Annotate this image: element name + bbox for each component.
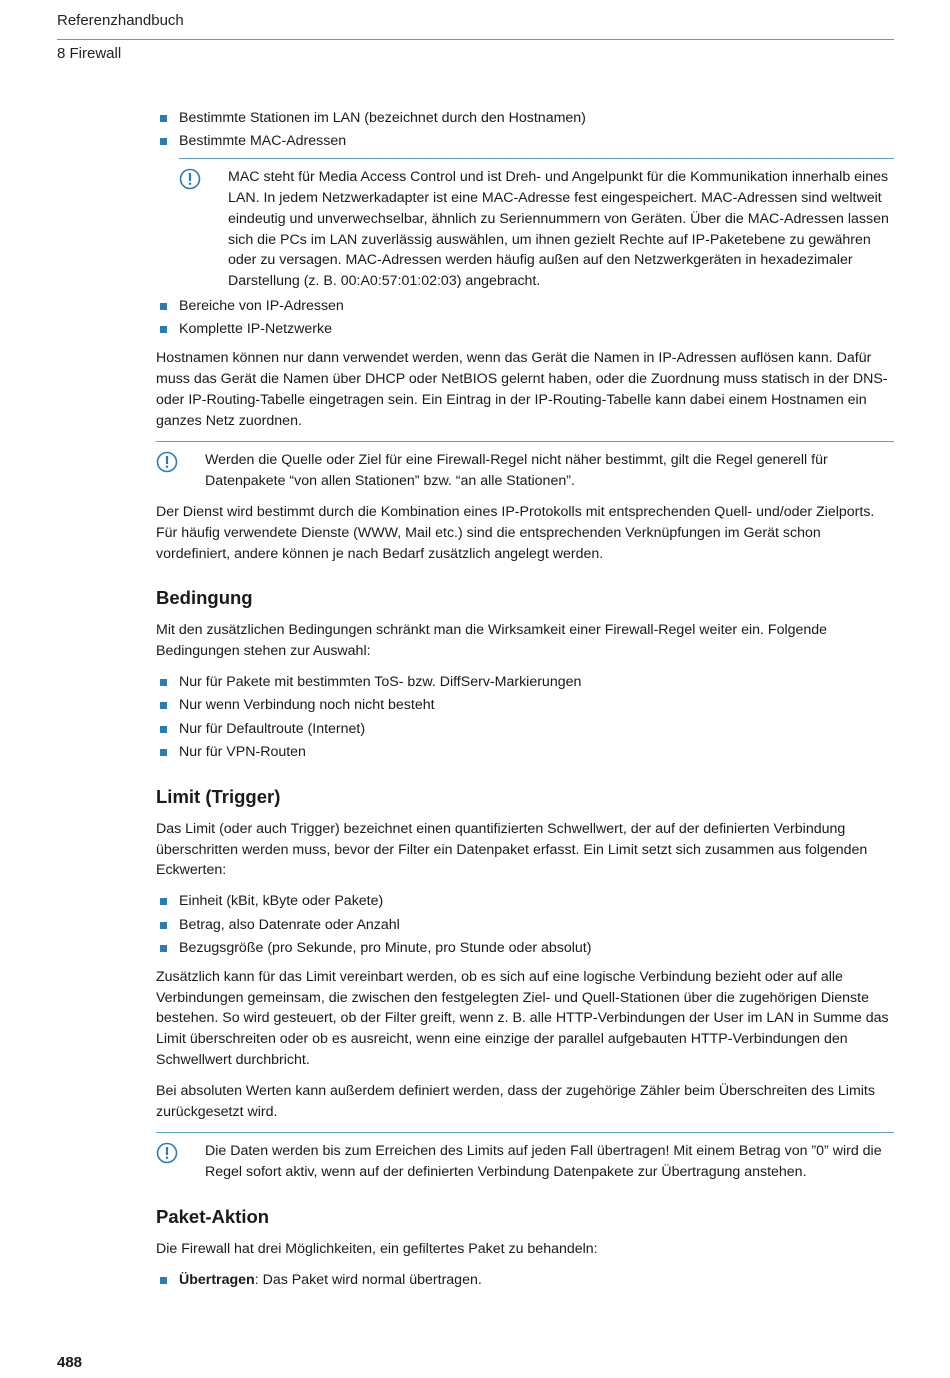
note-text: Die Daten werden bis zum Erreichen des Limits auf jeden Fall übertragen! Mit einem Betrag von ”0” wird die Regel sofort aktiv, wenn auf der definierten Verbindung Datenpakete zur Übertragung anstehen. <box>205 1143 882 1181</box>
paragraph: Mit den zusätzlichen Bedingungen schränkt man die Wirksamkeit einer Firewall-Regel weiter ein. Folgende Bedingungen stehen zur Auswahl: <box>156 622 828 660</box>
list-item: Bezugsgröße (pro Sekunde, pro Minute, pro Stunde oder absolut) <box>156 938 894 959</box>
bullet-square-icon <box>160 945 167 952</box>
list-item: Einheit (kBit, kByte oder Pakete) <box>156 891 894 912</box>
bullet-square-icon <box>160 303 167 310</box>
bullet-list <box>156 108 894 152</box>
bullet-square-icon <box>160 138 167 145</box>
section-heading: Paket-Aktion <box>156 1206 270 1228</box>
bullet-square-icon <box>160 702 167 709</box>
info-note <box>156 441 894 492</box>
warning-circle-icon <box>156 1142 178 1164</box>
list-item: Übertragen: Das Paket wird normal übertragen. <box>156 1270 894 1291</box>
bullet-square-icon <box>160 749 167 756</box>
paragraph: Das Limit (oder auch Trigger) bezeichnet einen quantifizierten Schwellwert, der auf der definierten Verbindung überschritten werden muss, bevor der Filter ein Datenpaket erfasst. Ein Limit setzt sich zusammen aus folgenden Eckwerten: <box>156 820 868 879</box>
bullet-list <box>156 1270 894 1291</box>
paragraph: Zusätzlich kann für das Limit vereinbart werden, ob es sich auf eine logische Verbindung bezieht oder auf alle Verbindungen gemeinsam, die zwischen den festgelegten Ziel- und Quell-Stationen über die zugehörigen Dienste bestehen. So wird gesteuert, ob der Filter greift, wenn z. B. alle HTTP-Verbindungen der User im LAN in Summe das Limit überschreiten oder ob es ausreicht, wenn eine einzige der parallel aufgebauten HTTP-Verbindungen den Schwellwert durchbricht. <box>156 968 889 1069</box>
list-item: Komplette IP-Netzwerke <box>156 319 894 340</box>
list-item: Bestimmte Stationen im LAN (bezeichnet durch den Hostnamen) <box>156 108 894 129</box>
bullet-square-icon <box>160 115 167 122</box>
warning-circle-icon <box>156 451 178 473</box>
bullet-square-icon <box>160 898 167 905</box>
section-heading: Bedingung <box>156 587 253 609</box>
warning-circle-icon <box>179 168 201 190</box>
page-number: 488 <box>57 1354 83 1371</box>
info-note <box>156 1132 894 1183</box>
bullet-list <box>156 672 894 763</box>
list-item: Nur für Pakete mit bestimmten ToS- bzw. DiffServ-Markierungen <box>156 672 894 693</box>
bullet-list <box>156 296 894 340</box>
bullet-list <box>156 891 894 959</box>
bullet-square-icon <box>160 726 167 733</box>
list-item: Betrag, also Datenrate oder Anzahl <box>156 915 894 936</box>
bullet-square-icon <box>160 679 167 686</box>
list-item: Nur wenn Verbindung noch nicht besteht <box>156 695 894 716</box>
info-note <box>179 158 894 292</box>
running-header-title: Referenzhandbuch <box>57 12 184 29</box>
list-item: Nur für Defaultroute (Internet) <box>156 719 894 740</box>
paragraph: Hostnamen können nur dann verwendet werden, wenn das Gerät die Namen in IP-Adressen auflösen kann. Dafür muss das Gerät die Namen über DHCP oder NetBIOS gelernt haben, oder die Zuordnung muss statisch in der DNS- oder IP-Routing-Tabelle eingetragen sein. Ein Eintrag in der IP-Routing-Tabelle kann dabei einem Hostnamen ein ganzes Netz zuordnen. <box>156 350 888 429</box>
paragraph: Die Firewall hat drei Möglichkeiten, ein gefiltertes Paket zu behandeln: <box>156 1241 598 1258</box>
bullet-square-icon <box>160 922 167 929</box>
bullet-square-icon <box>160 326 167 333</box>
page-content <box>156 108 894 1293</box>
note-text: MAC steht für Media Access Control und ist Dreh- und Angelpunkt für die Kommunikation innerhalb eines LAN. In jedem Netzwerkadapter ist eine MAC-Adresse fest eingespeichert. MAC-Adressen sind weltweit eindeutig und unverwechselbar, ähnlich zu Seriennummern von Geräten. Über die MAC-Adressen lassen sich die PCs im LAN zuverlässig auswählen, um ihnen gezielt Rechte auf IP-Paketebene zu gewähren oder zu versagen. MAC-Adressen werden häufig außen auf den Netzwerkgeräten in hexadezimaler Darstellung (z. B. 00:A0:57:01:02:03) angebracht. <box>228 169 889 290</box>
running-header-chapter: 8 Firewall <box>57 45 122 62</box>
note-text: Werden die Quelle oder Ziel für eine Firewall-Regel nicht näher bestimmt, gilt die Regel generell für Datenpakete “von allen Stationen” bzw. “an alle Stationen”. <box>205 452 828 490</box>
term-bold: Übertragen <box>179 1271 255 1288</box>
paragraph: Der Dienst wird bestimmt durch die Kombination eines IP-Protokolls mit entsprechenden Quell- und/oder Zielports. Für häufig verwendete Dienste (WWW, Mail etc.) sind die entsprechenden Verknüpfungen im Gerät schon vordefiniert, andere können je nach Bedarf zusätzlich angelegt werden. <box>156 503 875 562</box>
section-heading: Limit (Trigger) <box>156 785 281 807</box>
list-item: Nur für VPN-Routen <box>156 742 894 763</box>
header-divider <box>57 39 894 40</box>
list-item: Bereiche von IP-Adressen <box>156 296 894 317</box>
paragraph: Bei absoluten Werten kann außerdem definiert werden, dass der zugehörige Zähler beim Überschreiten des Limits zurückgesetzt wird. <box>156 1082 875 1120</box>
bullet-square-icon <box>160 1277 167 1284</box>
list-item: Bestimmte MAC-Adressen <box>156 131 894 152</box>
